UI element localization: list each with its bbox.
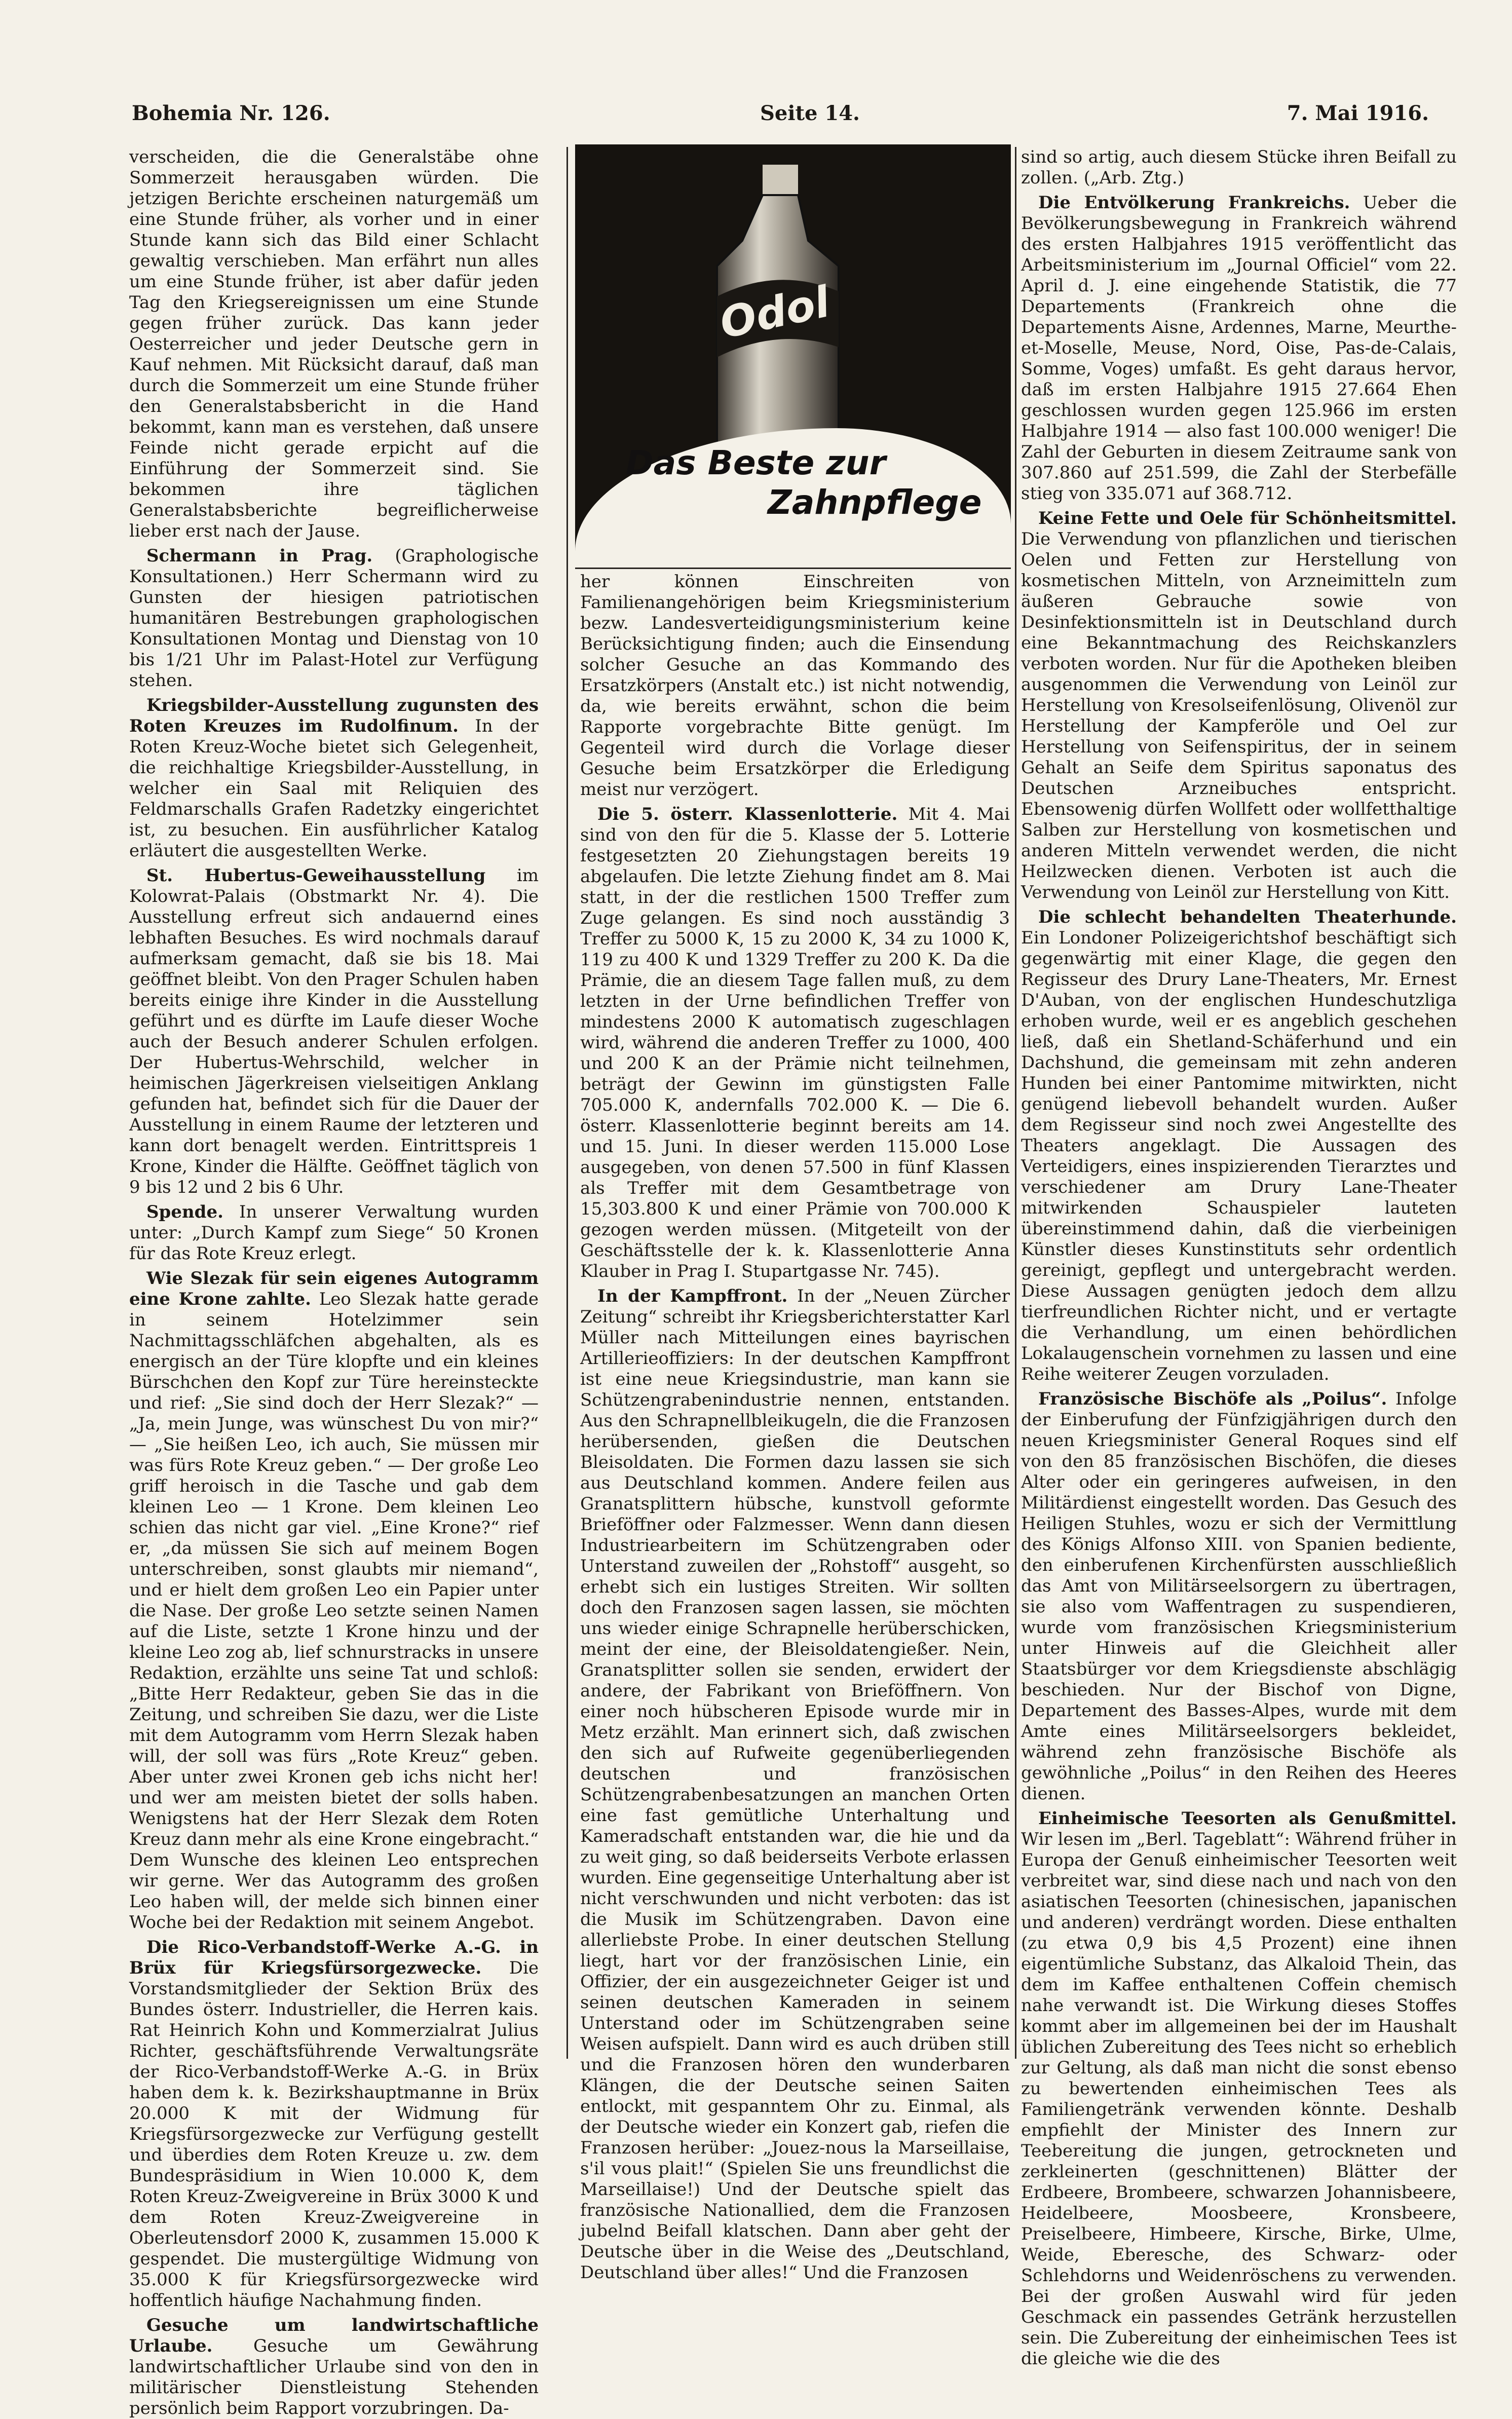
column-middle <box>580 572 1010 2283</box>
ad-slogan-line2: Zahnpflege <box>768 483 982 522</box>
column-divider-1 <box>566 147 568 2059</box>
article-fette-oele: Keine Fette und Oele für Schönheitsmittel. Die Verwendung von pflanzlichen und tierischen Oelen und Fetten zur Herstellung von kosmetischen Mitteln, von Arzneimitteln zum äußeren Gebrauche sowie von Desinfektionsmitteln ist in Deutschland durch eine Bekanntmachung des Reichskanzlers verboten worden. Nur für die Apotheken bleiben ausgenommen die Verwendung von Leinöl zur Herstellung von Kresolseifenlösung, Olivenöl zur Herstellung der Kampferöle und Oel zur Herstellung von Seifenspiritus, der in seinem Gehalt an Seife dem Spiritus saponatus des Deutschen Arzneibuches entspricht. Ebensowenig dürfen Wollfett oder wollfetthaltige Salben zur Herstellung von kosmetischen und anderen Mitteln verwendet werden, die nicht Heilzwecken dienen. Verboten ist auch die Verwendung von Leinöl zur Herstellung von Kitt. <box>1021 508 1457 902</box>
article-urlaube: Gesuche um landwirtschaftliche Urlaube. Gesuche um Gewährung landwirtschaftlicher Urlaube sind von den in militärischer Dienstleistung Stehenden persönlich beim Rapport vorzubringen. Da- <box>129 2315 539 2418</box>
article-theaterhunde: Die schlecht behandelten Theaterhunde. Ein Londoner Polizeigerichtshof beschäftigt sich gegenwärtig mit einer Klage, die gegen den Regisseur des Drury Lane-Theaters, Mr. Ernest D'Auban, von der englischen Hundeschutzliga erhoben wurde, weil er es angeblich geschehen ließ, daß ein Shetland-Schäferhund und ein Dachshund, die gemeinsam mit zehn anderen Hunden bei einer Pantomime mitwirkten, nicht genügend liebevoll behandelt wurden. Außer dem Regisseur sind noch zwei Angestellte des Theaters angeklagt. Die Aussagen des Verteidigers, eines inspizierenden Tierarztes und verschiedener am Drury Lane-Theater mitwirkenden Schauspieler lauteten übereinstimmend dahin, daß die vierbeinigen Künstler dieses Kunstinstituts sehr ordentlich gereinigt, gepflegt und untergebracht werden. Diese Aussagen genügten jedoch dem allzu tierfreundlichen Richter nicht, und er vertagte die Verhandlung, um einen behördlichen Lokalaugenschein vornehmen zu lassen und eine Reihe weiterer Zeugen vorzuladen. <box>1021 907 1457 1384</box>
article-kampffront: In der Kampffront. In der „Neuen Zürcher Zeitung“ schreibt ihr Kriegsberichterstatter Karl Müller nach Mitteilungen eines bayrischen Artillerieoffiziers: In der deutschen Kampffront ist eine neue Kriegsindustrie, man kann sie Schützengrabenindustrie nennen, entstanden. Aus den Schrapnellbleikugeln, die die Franzosen herübersenden, gießen die Deutschen Bleisoldaten. Die Formen dazu lassen sie sich aus Deutschland kommen. Andere feilen aus Granatsplittern hübsche, kunstvoll geformte Brieföffner oder Falzmesser. Wenn dann diesen Industriearbeitern im Schützengraben oder Unterstand zuweilen der „Rohstoff“ ausgeht, so erhebt sich ein lustiges Streiten. Wir sollten doch den Franzosen sagen lassen, sie möchten uns wieder einige Schrapnelle herüberschicken, meint der eine, der Bleisoldatengießer. Nein, Granatsplitter sollen sie senden, erwidert der andere, der Fabrikant von Brieföffnern. Von einer noch hübscheren Episode wurde mir in Metz erzählt. Man erinnert sich, daß zwischen den sich auf Rufweite gegenüberliegenden deutschen und französischen Schützengrabenbesatzungen an manchen Orten eine fast gemütliche Unterhaltung und Kameradschaft entstanden war, die hie und da zu weit ging, so daß beiderseits Verbote erlassen wurden. Eine gegenseitige Unterhaltung aber ist nicht verschwunden und nicht verboten: das ist die Musik im Schützengraben. Davon eine allerliebste Probe. In einer deutschen Stellung liegt, hart vor der französischen Linie, ein Offizier, der ein ausgezeichneter Geiger ist und seinen deutschen Kameraden in seinem Unterstand oder im Schützengraben seine Weisen aufspielt. Dann wird es auch drüben still und die Franzosen hören den wunderbaren Klängen, die der Deutsche seinen Saiten entlockt, mit gespanntem Ohr zu. Einmal, als der Deutsche wieder ein Konzert gab, riefen die Franzosen herüber: „Jouez-nous la Marseillaise, s'il vous plait!“ (Spielen Sie uns freundlichst die Marseillaise!) Und der Deutsche spielt das französische Nationallied, dem die Franzosen jubelnd Beifall klatschen. Dann aber geht der Deutsche über in die Weise des „Deutschland, Deutschland über alles!“ Und die Franzosen <box>580 1286 1010 2283</box>
header-date: 7. Mai 1916. <box>1287 101 1429 125</box>
article-klassenlotterie: Die 5. österr. Klassenlotterie. Mit 4. Mai sind von den für die 5. Klasse der 5. Lotterie festgesetzten 20 Ziehungstagen bereits 19 abgelaufen. Die letzte Ziehung findet am 8. Mai statt, in der die restlichen 1500 Treffer zum Zuge gelangen. Es sind noch ausständig 3 Treffer zu 5000 K, 15 zu 2000 K, 34 zu 1000 K, 119 zu 400 K und 1329 Treffer zu 200 K. Da die Prämie, die an diesem Tage fallen muß, zu dem letzten in der Urne befindlichen Treffer von mindestens 2000 K automatisch zugeschlagen wird, während die anderen Treffer zu 1000, 400 und 200 K an der Prämie nicht teilnehmen, beträgt der Gewinn im günstigsten Falle 705.000 K, andernfalls 702.000 K. — Die 6. österr. Klassenlotterie beginnt bereits am 14. und 15. Juni. In dieser werden 115.000 Lose ausgegeben, von denen 57.500 in fünf Klassen als Treffer mit dem Gesamtbetrage von 15,303.800 K und einer Prämie von 700.000 K gezogen werden müssen. (Mitgeteilt von der Geschäftsstelle der k. k. Klassenlotterie Anna Klauber in Prag I. Stupartgasse Nr. 745). <box>580 804 1010 1281</box>
article-gesuche-cont: her können Einschreiten von Familienangehörigen beim Kriegsministerium bezw. Landesverteidigungsministerium keine Berücksichtigung finden; auch die Einsendung solcher Gesuche an das Kommando des Ersatzkörpers (Anstalt etc.) ist nicht notwendig, da, wie bereits erwähnt, schon die beim Rapporte vorgebrachte Bitte genügt. Im Gegenteil wird durch die Vorlage dieser Gesuche beim Ersatzkörper die Erledigung meist nur verzögert. <box>580 572 1010 800</box>
article-sommerzeit: verscheiden, die die Generalstäbe ohne Sommerzeit herausgaben würden. Die jetzigen Berichte erscheinen naturgemäß um eine Stunde früher, als vorher und in einer Stunde kann sich das Bild einer Schlacht gewaltig verschieben. Man erfährt nun alles um eine Stunde früher, ist aber dafür jeden Tag den Kriegsereignissen um eine Stunde gegen früher zurück. Das kann jeder Oesterreicher und jeder Deutsche gern in Kauf nehmen. Mit Rücksicht darauf, daß man durch die Sommerzeit um eine Stunde früher den Generalstabsbericht in die Hand bekommt, kann man es verstehen, daß unsere Feinde nicht gerade erpicht auf die Einführung der Sommerzeit sind. Sie bekommen ihre täglichen Generalstabsberichte begreiflicherweise lieber erst nach der Jause. <box>129 147 539 541</box>
article-spende: Spende. In unserer Verwaltung wurden unter: „Durch Kampf zum Siege“ 50 Kronen für das Rote Kreuz erlegt. <box>129 1202 539 1264</box>
article-slezak: Wie Slezak für sein eigenes Autogramm eine Krone zahlte. Leo Slezak hatte gerade in seinem Hotelzimmer sein Nachmittagsschläfchen abgehalten, als es energisch an der Türe klopfte und ein kleines Bürschchen den Kopf zur Türe hereinsteckte und rief: „Sie sind doch der Herr Slezak?“ — „Ja, mein Junge, was wünschest Du von mir?“ — „Sie heißen Leo, ich auch, Sie müssen mir was fürs Rote Kreuz geben.“ — Der große Leo griff heroisch in die Tasche und gab dem kleinen Leo — 1 Krone. Dem kleinen Leo schien das nicht gar viel. „Eine Krone?“ rief er, „da müssen Sie sich auf meinem Bogen unterschreiben, sonst glaubts mir niemand“, und er hielt dem großen Leo ein Papier unter die Nase. Der große Leo setzte seinen Namen auf die Liste, setzte 1 Krone hinzu und der kleine Leo zog ab, lief schnurstracks in unsere Redaktion, erzählte uns seine Tat und schloß: „Bitte Herr Redakteur, geben Sie das in die Zeitung, und schreiben Sie dazu, wer die Liste mit dem Autogramm vom Herrn Slezak haben will, der soll was fürs „Rote Kreuz“ geben. Aber unter zwei Kronen geb ichs nicht her! und wer am meisten bietet der solls haben. Wenigstens hat der Herr Slezak dem Roten Kreuz dann mehr als eine Krone eingebracht.“ Dem Wunsche des kleinen Leo entsprechen wir gerne. Wer das Autogramm des großen Leo haben will, der melde sich binnen einer Woche bei der Redaktion mit seinem Angebot. <box>129 1268 539 1933</box>
article-rico: Die Rico-Verbandstoff-Werke A.-G. in Brüx für Kriegsfürsorgezwecke. Die Vorstandsmitglieder der Sektion Brüx des Bundes österr. Industrieller, die Herren kais. Rat Heinrich Kohn und Kommerzialrat Julius Richter, geschäftsführende Verwaltungsräte der Rico-Verbandstoff-Werke A.-G. in Brüx haben dem k. k. Bezirkshauptmanne in Brüx 20.000 K mit der Widmung für Kriegsfürsorgezwecke zur Verfügung gestellt und überdies dem Roten Kreuze u. zw. dem Bundespräsidium in Wien 10.000 K, dem Roten Kreuz-Zweigvereine in Brüx 3000 K und dem Roten Kreuz-Zweigvereine in Oberleutensdorf 2000 K, zusammen 15.000 K gespendet. Die mustergültige Widmung von 35.000 K für Kriegsfürsorgezwecke wird hoffentlich häufige Nachahmung finden. <box>129 1937 539 2311</box>
article-entvoelkerung: Die Entvölkerung Frankreichs. Ueber die Bevölkerungsbewegung in Frankreich während des ersten Halbjahres 1915 veröffentlicht das Arbeitsministerium im „Journal Officiel“ vom 22. April d. J. eine eingehende Statistik, die 77 Departements (Frankreich ohne die Departements Aisne, Ardennes, Marne, Meurthe-et-Moselle, Meuse, Nord, Oise, Pas-de-Calais, Somme, Voges) umfaßt. Es geht daraus hervor, daß im ersten Halbjahre 1915 27.664 Ehen geschlossen wurden gegen 125.966 im ersten Halbjahre 1914 — also fast 100.000 weniger! Die Zahl der Geburten in diesem Zeitraume sank von 307.860 auf 251.599, die Zahl der Sterbefälle stieg von 335.071 auf 368.712. <box>1021 193 1457 504</box>
article-kriegsbilder: Kriegsbilder-Ausstellung zugunsten des Roten Kreuzes im Rudolfinum. In der Roten Kreuz-Woche bietet sich Gelegenheit, die reichhaltige Kriegsbilder-Ausstellung, in welcher ein Saal mit Reliquien des Feldmarschalls Grafen Radetzky eingerichtet ist, zu besuchen. Ein ausführlicher Katalog erläutert die ausgestellten Werke. <box>129 695 539 861</box>
page-header <box>132 101 1429 132</box>
odol-advertisement <box>575 144 1011 565</box>
article-schermann: Schermann in Prag. (Graphologische Konsultationen.) Herr Schermann wird zu Gunsten der hiesigen patriotischen humanitären Bestrebungen graphologischen Konsultationen Montag und Dienstag von 10 bis 1/21 Uhr im Palast-Hotel zur Verfügung stehen. <box>129 546 539 691</box>
header-issue: Bohemia Nr. 126. <box>132 101 330 125</box>
ad-divider-rule <box>575 568 1011 569</box>
article-bischoefe: Französische Bischöfe als „Poilus“. Infolge der Einberufung der Fünfzigjährigen durch den neuen Kriegsminister General Roques sind elf von den 85 französischen Bischöfen, die dieses Alter oder ein geringeres aufweisen, in den Militärdienst eingestellt worden. Das Gesuch des Heiligen Stuhles, wozu er sich der Vermittlung des Königs Alfonso XIII. von Spanien bediente, den einberufenen Kirchenfürsten ausschließlich das Amt von Militärseelsorgern zu übertragen, sie also vom Waffentragen zu suspendieren, wurde vom französischen Kriegsministerium unter Hinweis auf die Gleichheit aller Staatsbürger vor dem Kriegsdienste abschlägig beschieden. Nur der Bischof von Digne, Departement des Basses-Alpes, wurde mit dem Amte eines Militärseelsorgers bekleidet, während zehn französische Bischöfe als gewöhnliche „Poilus“ in den Reihen des Heeres dienen. <box>1021 1389 1457 1804</box>
column-left <box>129 147 539 2418</box>
column-divider-2 <box>1015 147 1016 2059</box>
ad-slogan <box>595 443 1001 522</box>
bottle-cap <box>763 165 798 195</box>
article-hubertus: St. Hubertus-Geweihausstellung im Kolowrat-Palais (Obstmarkt Nr. 4). Die Ausstellung erfreut sich andauernd eines lebhaften Besuches. Es wird nochmals darauf aufmerksam gemacht, daß sie bis 18. Mai geöffnet bleibt. Von den Prager Schulen haben bereits einige ihre Kinder in die Ausstellung geführt und es dürfte im Laufe dieser Woche auch der Besuch anderer Schulen erfolgen. Der Hubertus-Wehrschild, welcher in heimischen Jägerkreisen vielseitigen Anklang gefunden hat, befindet sich für die Dauer der Ausstellung in einem Raume der letzteren und kann dort benagelt werden. Eintrittspreis 1 Krone, Kinder die Hälfte. Geöffnet täglich von 9 bis 12 und 2 bis 6 Uhr. <box>129 865 539 1197</box>
odol-brand-text: Odol <box>715 277 834 349</box>
ad-slogan-line1: Das Beste zur <box>626 443 886 482</box>
article-kampffront-cont: sind so artig, auch diesem Stücke ihren Beifall zu zollen. („Arb. Ztg.) <box>1021 147 1457 188</box>
column-right <box>1021 147 1457 2369</box>
header-page-number: Seite 14. <box>760 101 860 125</box>
article-teesorten: Einheimische Teesorten als Genußmittel. Wir lesen im „Berl. Tageblatt“: Während früher in Europa der Genuß einheimischer Teesorten weit verbreitet war, sind diese nach und nach von den asiatischen Teesorten (chinesischen, japanischen und anderen) verdrängt worden. Diese enthalten (zu etwa 0,9 bis 4,5 Prozent) eine ihnen eigentümliche Substanz, das Alkaloid Thein, das dem im Kaffee enthaltenen Coffein chemisch nahe verwandt ist. Die Wirkung dieses Stoffes kommt aber im allgemeinen bei der im Haushalt üblichen Zubereitung des Tees nicht so erheblich zur Geltung, als daß man nicht die sonst ebenso zu bewertenden einheimischen Tees als Familiengetränk verwenden könnte. Deshalb empfiehlt der Minister des Innern zur Teebereitung die jungen, getrockneten und zerkleinerten (geschnittenen) Blätter der Erdbeere, Brombeere, schwarzen Johannisbeere, Heidelbeere, Moosbeere, Kronsbeere, Preiselbeere, Himbeere, Kirsche, Birke, Ulme, Weide, Eberesche, des Schwarz- oder Schlehdorns und Weidenröschens zu verwenden. Bei der großen Auswahl wird für jeden Geschmack ein passendes Getränk herzustellen sein. Die Zubereitung der einheimischen Tees ist die gleiche wie die des <box>1021 1808 1457 2369</box>
